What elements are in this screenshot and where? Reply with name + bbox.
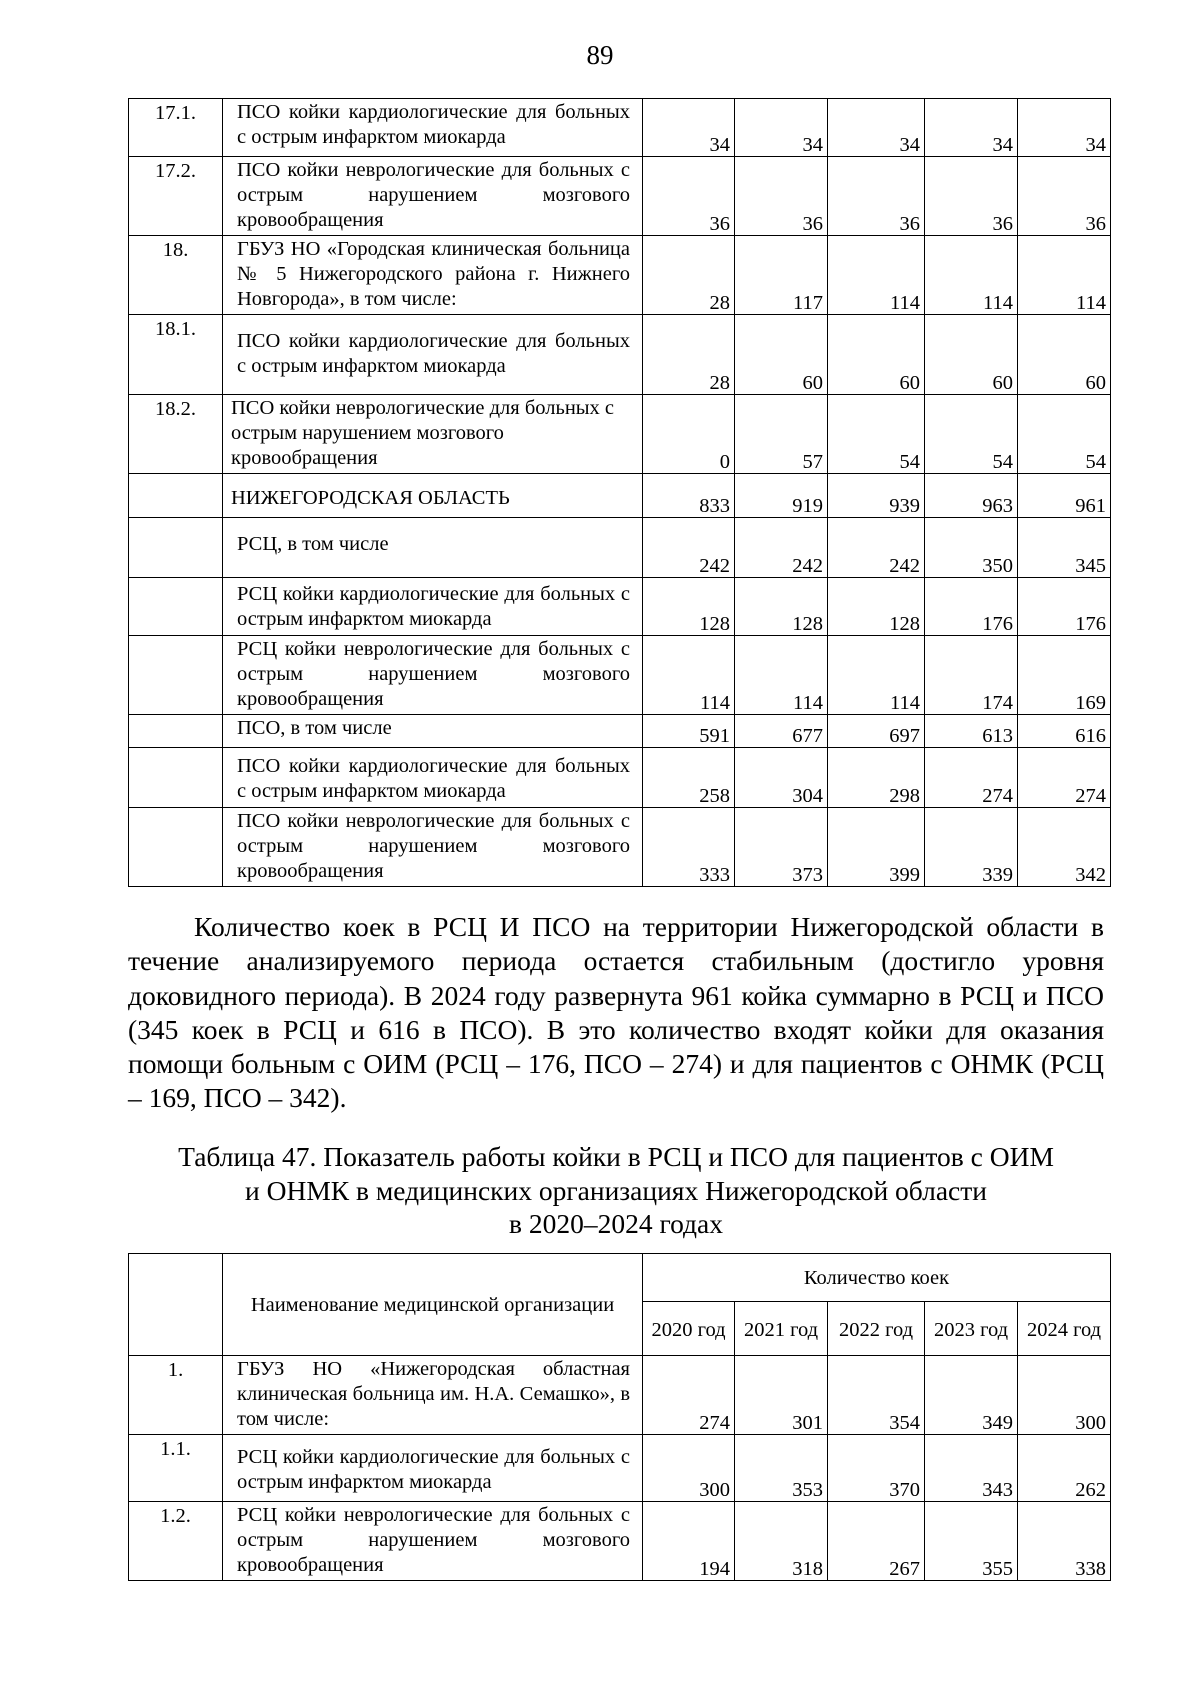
value-2021: 128 (735, 578, 828, 636)
header-bed-count: Количество коек (643, 1254, 1111, 1302)
value-2020: 274 (643, 1356, 735, 1435)
value-2020: 242 (643, 518, 735, 578)
value-2024: 169 (1018, 636, 1111, 715)
value-2023: 355 (925, 1502, 1018, 1581)
value-2020: 128 (643, 578, 735, 636)
table-row (129, 236, 1111, 315)
table-header-row (129, 1254, 1111, 1302)
row-name: РСЦ, в том числе (223, 518, 643, 578)
value-2021: 353 (735, 1435, 828, 1502)
value-2023: 36 (925, 157, 1018, 236)
row-name: ПСО койки неврологические для больных с острым нарушением мозгового кровообращения (223, 157, 643, 236)
page-number: 89 (586, 40, 614, 70)
table-caption (128, 1140, 1104, 1241)
value-2020: 333 (643, 808, 735, 887)
value-2023: 174 (925, 636, 1018, 715)
value-2023: 613 (925, 715, 1018, 748)
table-row-region-total (129, 474, 1111, 518)
row-name: ГБУЗ НО «Нижегородская областная клиническая больница им. Н.А. Семашко», в том числе: (223, 1356, 643, 1435)
table-row (129, 157, 1111, 236)
value-2021: 301 (735, 1356, 828, 1435)
value-2024: 961 (1018, 474, 1111, 518)
value-2020: 591 (643, 715, 735, 748)
value-2021: 34 (735, 99, 828, 157)
value-2021: 57 (735, 395, 828, 474)
value-2021: 60 (735, 315, 828, 395)
value-2021: 117 (735, 236, 828, 315)
row-name: РСЦ койки кардиологические для больных с острым инфарктом миокарда (223, 1435, 643, 1502)
table-row (129, 1502, 1111, 1581)
value-2020: 0 (643, 395, 735, 474)
table-row (129, 808, 1111, 887)
value-2024: 176 (1018, 578, 1111, 636)
table-row (129, 578, 1111, 636)
value-2021: 919 (735, 474, 828, 518)
row-name: РСЦ койки неврологические для больных с острым нарушением мозгового кровообращения (223, 1502, 643, 1581)
value-2022: 242 (828, 518, 925, 578)
row-number: 18.1. (129, 315, 223, 395)
row-name: ГБУЗ НО «Городская клиническая больница № 5 Нижегородского района г. Нижнего Новгорода», в том числе: (223, 236, 643, 315)
value-2023: 176 (925, 578, 1018, 636)
value-2022: 60 (828, 315, 925, 395)
value-2024: 60 (1018, 315, 1111, 395)
value-2023: 963 (925, 474, 1018, 518)
value-2021: 304 (735, 748, 828, 808)
value-2020: 194 (643, 1502, 735, 1581)
value-2023: 343 (925, 1435, 1018, 1502)
value-2021: 114 (735, 636, 828, 715)
table-row (129, 748, 1111, 808)
row-number: 18.2. (129, 395, 223, 474)
value-2022: 267 (828, 1502, 925, 1581)
value-2022: 399 (828, 808, 925, 887)
value-2024: 300 (1018, 1356, 1111, 1435)
header-year: 2020 год (643, 1302, 735, 1356)
body-paragraph (128, 910, 1104, 1116)
value-2021: 677 (735, 715, 828, 748)
row-name: ПСО койки кардиологические для больных с острым инфарктом миокарда (223, 99, 643, 157)
caption-line: Таблица 47. Показатель работы койки в РСЦ и ПСО для пациентов с ОИМ (178, 1141, 1054, 1172)
value-2020: 34 (643, 99, 735, 157)
table-row (129, 1356, 1111, 1435)
bed-performance-table (128, 1253, 1111, 1581)
header-number-cell (129, 1254, 223, 1356)
value-2021: 242 (735, 518, 828, 578)
value-2024: 262 (1018, 1435, 1111, 1502)
value-2023: 349 (925, 1356, 1018, 1435)
value-2021: 373 (735, 808, 828, 887)
row-number: 1.1. (129, 1435, 223, 1502)
row-number: 18. (129, 236, 223, 315)
value-2024: 54 (1018, 395, 1111, 474)
header-year: 2023 год (925, 1302, 1018, 1356)
row-number: 1. (129, 1356, 223, 1435)
row-number (129, 748, 223, 808)
row-number (129, 808, 223, 887)
value-2023: 350 (925, 518, 1018, 578)
value-2020: 28 (643, 315, 735, 395)
table-row (129, 1435, 1111, 1502)
row-name: ПСО койки неврологические для больных с острым нарушением мозгового кровообращения (223, 808, 643, 887)
value-2022: 354 (828, 1356, 925, 1435)
value-2022: 34 (828, 99, 925, 157)
value-2024: 338 (1018, 1502, 1111, 1581)
table-row (129, 315, 1111, 395)
row-name: ПСО койки кардиологические для больных с острым инфарктом миокарда (223, 748, 643, 808)
value-2023: 114 (925, 236, 1018, 315)
value-2023: 54 (925, 395, 1018, 474)
beds-table-continued (128, 98, 1111, 887)
row-number: 17.1. (129, 99, 223, 157)
value-2021: 36 (735, 157, 828, 236)
table-row (129, 518, 1111, 578)
row-number (129, 474, 223, 518)
value-2022: 370 (828, 1435, 925, 1502)
value-2024: 342 (1018, 808, 1111, 887)
value-2024: 345 (1018, 518, 1111, 578)
value-2023: 60 (925, 315, 1018, 395)
row-name: РСЦ койки неврологические для больных с острым нарушением мозгового кровообращения (223, 636, 643, 715)
row-number: 17.2. (129, 157, 223, 236)
value-2024: 114 (1018, 236, 1111, 315)
value-2022: 939 (828, 474, 925, 518)
row-number (129, 578, 223, 636)
table-row (129, 636, 1111, 715)
row-number: 1.2. (129, 1502, 223, 1581)
value-2024: 274 (1018, 748, 1111, 808)
table-row (129, 99, 1111, 157)
value-2022: 114 (828, 236, 925, 315)
value-2024: 36 (1018, 157, 1111, 236)
value-2022: 128 (828, 578, 925, 636)
value-2023: 274 (925, 748, 1018, 808)
header-organization-name: Наименование медицинской организации (223, 1254, 643, 1356)
row-number (129, 518, 223, 578)
value-2020: 300 (643, 1435, 735, 1502)
header-year: 2022 год (828, 1302, 925, 1356)
caption-line: в 2020–2024 годах (509, 1208, 723, 1239)
row-name: ПСО койки неврологические для больных с острым нарушением мозгового кровообращения (223, 395, 643, 474)
value-2022: 298 (828, 748, 925, 808)
caption-line: и ОНМК в медицинских организациях Нижегородской области (245, 1174, 987, 1206)
value-2022: 697 (828, 715, 925, 748)
value-2020: 258 (643, 748, 735, 808)
value-2024: 34 (1018, 99, 1111, 157)
table-row (129, 715, 1111, 748)
header-year: 2021 год (735, 1302, 828, 1356)
value-2020: 833 (643, 474, 735, 518)
row-name: НИЖЕГОРОДСКАЯ ОБЛАСТЬ (223, 474, 643, 518)
row-number (129, 715, 223, 748)
value-2022: 36 (828, 157, 925, 236)
row-name: ПСО койки кардиологические для больных с острым инфарктом миокарда (223, 315, 643, 395)
row-name: РСЦ койки кардиологические для больных с острым инфарктом миокарда (223, 578, 643, 636)
value-2021: 318 (735, 1502, 828, 1581)
value-2022: 114 (828, 636, 925, 715)
value-2023: 34 (925, 99, 1018, 157)
table-row (129, 395, 1111, 474)
value-2022: 54 (828, 395, 925, 474)
value-2020: 114 (643, 636, 735, 715)
row-name: ПСО, в том числе (223, 715, 643, 748)
value-2020: 36 (643, 157, 735, 236)
paragraph-text: Количество коек в РСЦ И ПСО на территории Нижегородской области в течение анализируемого периода остается стабильным (достигло уровня доковидного периода). В 2024 году развернута 961 койка суммарно в РСЦ и ПСО (345 коек в РСЦ и 616 в ПСО). В это количество входят койки для оказания помощи больным с ОИМ (РСЦ – 176, ПСО – 274) и для пациентов с ОНМК (РСЦ – 169, ПСО – 342). (128, 911, 1104, 1114)
value-2024: 616 (1018, 715, 1111, 748)
header-year: 2024 год (1018, 1302, 1111, 1356)
value-2023: 339 (925, 808, 1018, 887)
row-number (129, 636, 223, 715)
value-2020: 28 (643, 236, 735, 315)
